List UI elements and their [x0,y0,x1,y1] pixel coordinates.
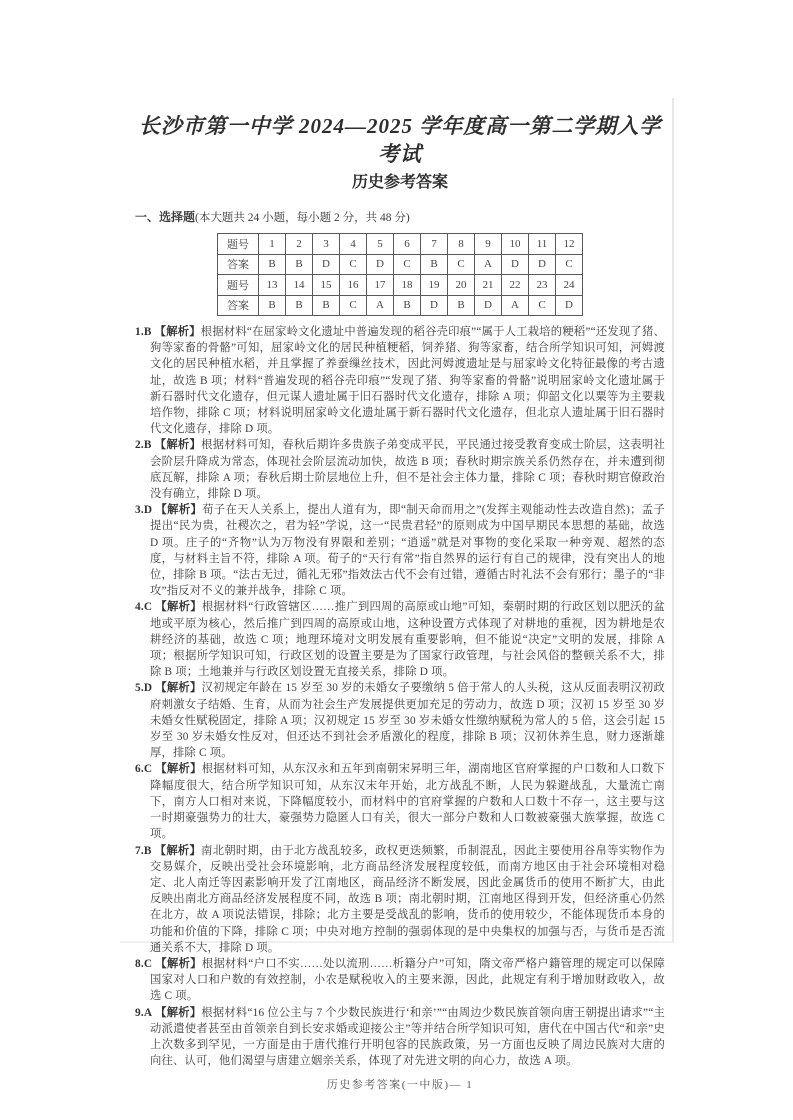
answer-cell: 19 [421,275,448,296]
answer-cell: C [340,295,367,316]
answer-cell: A [502,295,529,316]
answer-cell: 16 [340,275,367,296]
answer-cell: 6 [394,234,421,255]
answer-cell: 24 [556,275,583,296]
explanation-text: 汉初规定年龄在 15 岁至 30 岁的未婚女子要缴纳 5 倍于常人的人头税，这从反面表明汉初政府刺激女子结婚、生育，从而为社会生产发展提供更加充足的劳动力，故选 D 项；汉初 15 岁至 30 岁未婚女性赋税固定，排除 A 项；汉初规定 15 岁至 30 岁未婚女性缴纳赋税为常人的 5 倍，这会引起 15 岁至 30 岁未婚女性反对，但还达不到社会矛盾激化的程度，排除 B 项；汉初休养生息，财力逐渐雄厚，排除 C 项。 [150,682,665,760]
answer-cell: B [259,254,286,275]
explanation-text: 根据材料“行政管辖区……推广到四周的高原或山地”可知，秦朝时期的行政区划以肥沃的盆地或平原为核心，然后推广到四周的高原或山地，这种设置方式体现了对耕地的重视，因为耕地是农耕经济的基础，故选 C 项；地理环境对文明发展有重要影响，但不能说“决定”文明的发展，排除 A 项；根据所学知识可知，行政区划的设置主要是为了国家行政管理，与社会风俗的整顿关系不大，排除 B 项；土地兼并与行政区划设置无直接关系，排除 D 项。 [150,601,665,679]
answer-cell: 1 [259,234,286,255]
answer-cell: C [556,254,583,275]
explanation-item [135,599,665,680]
answer-cell: D [421,295,448,316]
explanation-item [135,1005,665,1070]
explanation-tag: 【解析】 [155,601,202,614]
answer-cell: D [475,295,502,316]
explanation-tag: 【解析】 [155,504,203,517]
answer-cell: C [340,254,367,275]
explanation-item [135,324,665,437]
answer-cell: D [313,254,340,275]
row-label-cell: 题号 [218,234,259,255]
answer-cell: D [529,254,556,275]
answer-cell: A [475,254,502,275]
explanation-tag: 【解析】 [154,326,201,338]
answer-cell: B [259,295,286,316]
answer-cell: 22 [502,275,529,296]
explanations [135,324,665,1069]
document-content [135,112,665,1092]
explanation-item [135,437,665,502]
explanation-text: 根据材料“户口不实……处以流刑……析籍分户”可知，隋文帝严格户籍管理的规定可以保障国家对人口和户数的有效控制，小农是赋税收入的主要来源，因此，此规定有利于增加财政收入，故选 C 项。 [150,957,665,1003]
explanation-item [135,761,665,842]
explanation-number: 8.C [135,957,156,970]
answer-cell: C [448,254,475,275]
answer-cell: 13 [259,275,286,296]
answer-cell: 2 [286,234,313,255]
row-label-cell: 答案 [218,295,259,316]
answer-cell: C [529,295,556,316]
explanation-text: 荀子在天人关系上，提出人道有为，即“制天命而用之”(发挥主观能动性去改造自然)；孟子提出“民为贵，社稷次之，君为轻”学说，这一“民贵君轻”的原则成为中国早期民本思想的基础，故选 D 项。庄子的“齐物”认为万物没有界限和差别；“逍遥”就是对事物的变化采取一种旁观、超然的态度，与材料主旨不符，排除 A 项。荀子的“天行有常”指自然界的运行有自己的规律，没有突出人的地位，排除 B 项。“法古无过，循礼无邪”指效法古代不会有过错，遵循古时礼法不会有邪行；墨子的“非攻”指反对不义的兼并战争，排除 C 项。 [150,504,665,598]
explanation-tag: 【解析】 [155,1006,202,1019]
answer-cell: 12 [556,234,583,255]
page-footer: 历史参考答案(一中版)— 1 [326,1079,474,1092]
answer-cell: 20 [448,275,475,296]
answer-cell: B [448,295,475,316]
answer-cell: 5 [367,234,394,255]
answer-cell: B [313,295,340,316]
answer-table-row [218,295,583,316]
answer-cell: B [286,295,313,316]
answer-cell: 21 [475,275,502,296]
row-label-cell: 答案 [218,254,259,275]
explanation-number: 2.B [135,439,155,452]
explanation-text: 根据材料可知，从东汉永和五年到南朝宋昇明三年，湖南地区官府掌握的户口数和人口数下降幅度很大，结合所学知识可知，从东汉末年开始，北方战乱不断，人民为躲避战乱，大量流亡南下，南方人口相对来说，下降幅度较小，而材料中的官府掌握的户数和人口数十不存一，这主要与这一时期豪强势力的壮大，豪强势力隐匿人口有关，很大一部分户数和人口数被豪强大族掌握，故选 C 项。 [150,763,665,841]
answer-cell: 9 [475,234,502,255]
explanation-text: 根据材料可知，春秋后期许多贵族子弟变成平民，平民通过接受教育变成士阶层，这表明社会阶层升降成为常态，体现社会阶层流动加快，故选 B 项；春秋时期宗族关系仍然存在，并未遭到彻底瓦解，排除 A 项；春秋后期士阶层地位上升，但不是社会主体力量，排除 C 项；春秋时期官僚政治没有确立，排除 D 项。 [150,439,665,501]
answer-cell: 3 [313,234,340,255]
answer-cell: 14 [286,275,313,296]
explanation-number: 1.B [135,326,155,338]
section-title: 一、选择题 [135,210,196,224]
section-note: (本大题共 24 小题，每小题 2 分，共 48 分) [195,212,410,224]
exam-title: 长沙市第一中学 2024—2025 学年度高一第二学期入学考试 [138,114,662,166]
explanation-item [135,956,665,1005]
answer-cell: 7 [421,234,448,255]
answer-cell: 23 [529,275,556,296]
answer-cell: A [367,295,394,316]
answer-cell: 4 [340,234,367,255]
answer-cell: 10 [502,234,529,255]
explanation-number: 4.C [135,601,156,614]
answer-key-subtitle: 历史参考答案 [351,174,448,191]
explanation-tag: 【解析】 [155,763,202,776]
answer-cell: 17 [367,275,394,296]
answer-table-row [218,275,583,296]
explanation-number: 5.D [135,682,156,695]
answer-cell: B [394,295,421,316]
answer-cell: 18 [394,275,421,296]
answer-cell: D [502,254,529,275]
explanation-number: 7.B [135,844,155,857]
answer-table-row [218,254,583,275]
row-label-cell: 题号 [218,275,259,296]
explanation-number: 6.C [135,763,156,776]
answer-cell: 15 [313,275,340,296]
answer-cell: D [556,295,583,316]
explanation-tag: 【解析】 [154,439,202,452]
explanation-item [135,502,665,599]
scan-page-right-edge [672,98,674,943]
explanation-tag: 【解析】 [154,844,202,857]
explanation-text: 根据材料“16 位公主与 7 个少数民族进行‘和亲’”“由周边少数民族首领向唐王朝提出请求”“主动派遣使者甚至由首领亲自到长安求婚或迎接公主”等并结合所学知识可知，唐代在中国古代“和亲”史上次数多到罕见，一方面是由于唐代推行开明包容的民族政策，另一方面也反映了周边民族对大唐的向往、认可，他们渴望与唐建立姻亲关系，体现了对先进文明的向心力，故选 A 项。 [150,1006,665,1068]
explanation-text: 根据材料“在屈家岭文化遗址中普遍发现的稻谷壳印痕”“属于人工栽培的粳稻”“还发现了猪、狗等家畜的骨骼”可知，屈家岭文化的居民种植粳稻，饲养猪、狗等家畜，结合所学知识可知，河姆渡文化的居民种植水稻，并且掌握了养蚕缫丝技术，因此河姆渡遗址是与屈家岭文化特征最像的考古遗址，故选 B 项；材料“普遍发现的稻谷壳印痕”“发现了猪、狗等家畜的骨骼”说明屈家岭文化遗址属于新石器时代文化遗存，但元谋人遗址属于旧石器时代文化遗存，排除 A 项；仰韶文化以粟等为主要栽培作物，排除 C 项；材料说明屈家岭文化遗址属于新石器时代文化遗存，但北京人遗址属于旧石器时代文化遗存，排除 D 项。 [150,326,665,436]
answer-cell: 11 [529,234,556,255]
explanation-number: 9.A [135,1006,156,1019]
multiple-choice-section-header [135,210,665,226]
answer-cell: C [394,254,421,275]
explanation-tag: 【解析】 [155,957,202,970]
answer-cell: B [421,254,448,275]
explanation-item [135,680,665,761]
answer-cell: B [286,254,313,275]
answer-cell: D [367,254,394,275]
answer-table-body [218,234,583,316]
explanation-text: 南北朝时期，由于北方战乱较多，政权更迭频繁，币制混乱，因此主要使用谷帛等实物作为交易媒介，反映出受社会环境影响，北方商品经济发展程度较低，而南方地区由于社会环境相对稳定、北人南迁等因素影响开发了江南地区，商品经济不断发展，因此金属货币的使用不断扩大，由此反映出南北方商品经济发展程度不同，故选 B 项；南北朝时期，江南地区得到开发，但经济重心仍然在北方，故 A 项说法错误，排除；北方主要是受战乱的影响，货币的使用较少，不能体现货币本身的功能和价值的下降，排除 C 项；中央对地方控制的强弱体现的是中央集权的加强与否，与货币是否流通关系不大，排除 D 项。 [150,844,665,954]
answer-cell: 8 [448,234,475,255]
explanation-tag: 【解析】 [155,682,202,695]
answer-table [217,233,583,316]
explanation-item [135,843,665,956]
answer-table-row [218,234,583,255]
explanation-number: 3.D [135,504,156,517]
